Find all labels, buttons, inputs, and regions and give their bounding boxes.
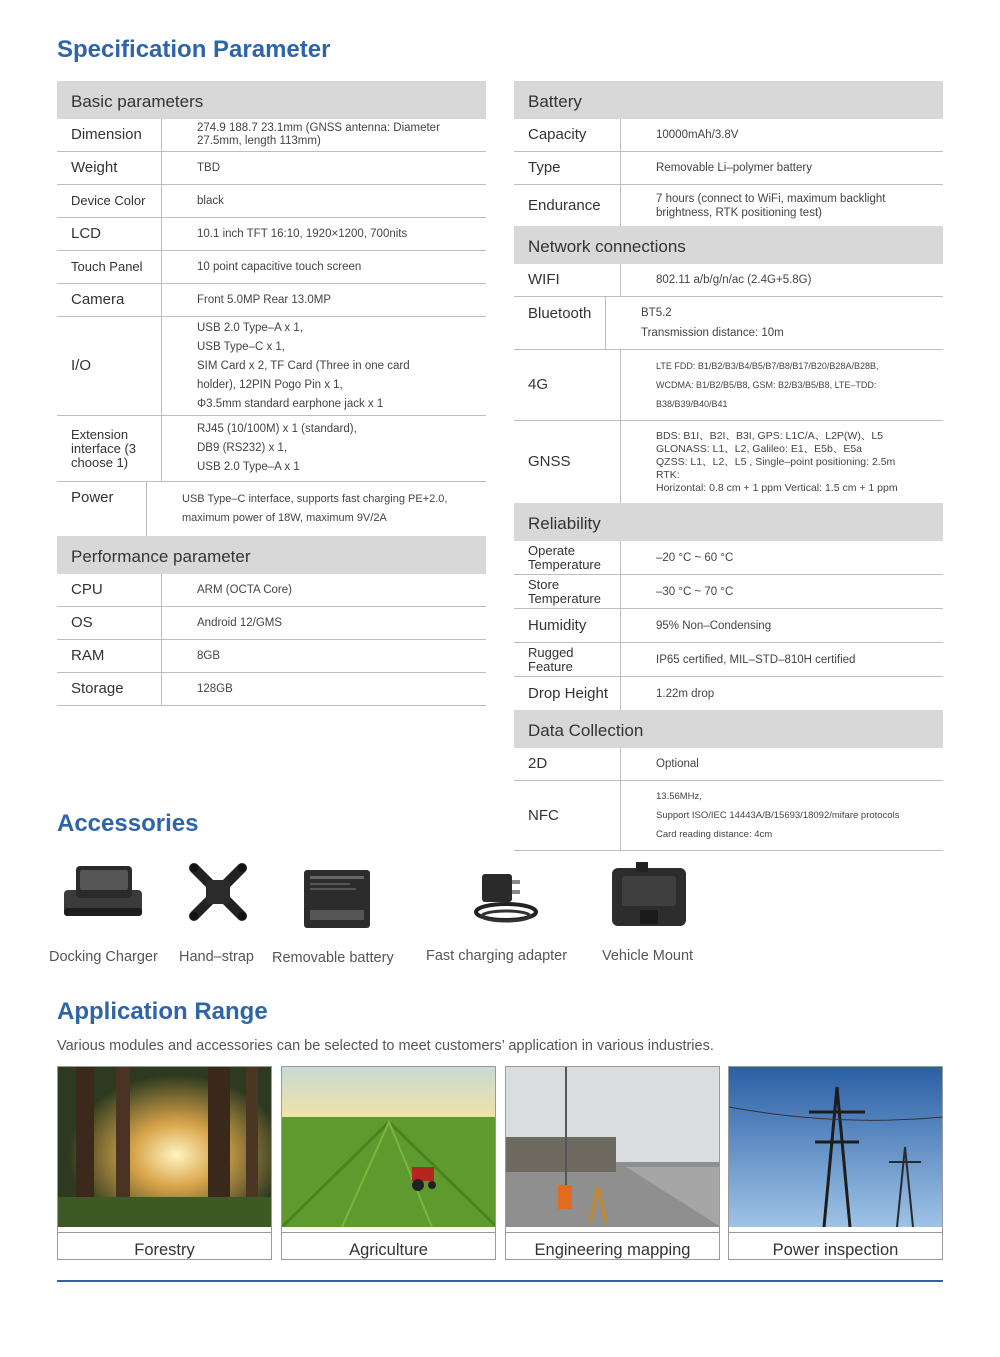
spec-value: LTE FDD: B1/B2/B3/B4/B5/B7/B8/B17/B20/B28A/B28B, WCDMA: B1/B2/B5/B8, GSM: B2/B3/B5/B8, LTE–TDD: B38/B39/B40/B41: [656, 360, 879, 409]
spec-key: LCD: [57, 218, 162, 250]
spec-value: BDS: B1I、B2I、B3I, GPS: L1C/A、L2P(W)、L5 GLONASS: L1、L2, Galileo: E1、E5b、E5a QZSS: L1、L2、L5 , Single–point positioning: 2.5m RTK: Horizontal: 0.8 cm + 1 ppm Vertical: 1.5 cm + 1 ppm: [656, 429, 898, 494]
spec-row-store-temp: [514, 575, 943, 609]
network-header: Network connections: [514, 226, 943, 264]
spec-row-dimension: [57, 119, 486, 152]
spec-key: Humidity: [514, 609, 621, 642]
application-title: Application Range: [57, 998, 268, 1025]
spec-key: Drop Height: [514, 677, 621, 710]
spec-value: Front 5.0MP Rear 13.0MP: [197, 294, 332, 306]
spec-row-extension: [57, 416, 486, 482]
spec-value: 802.11 a/b/g/n/ac (2.4G+5.8G): [656, 274, 812, 286]
spec-value: 10000mAh/3.8V: [656, 129, 739, 141]
spec-key: Type: [514, 152, 621, 184]
spec-value: 274.9 188.7 23.1mm (GNSS antenna: Diameter 27.5mm, length 113mm): [197, 122, 440, 147]
spec-value: IP65 certified, MIL–STD–810H certified: [656, 653, 856, 666]
performance-header: Performance parameter: [57, 536, 486, 574]
spec-value: Removable Li–polymer battery: [656, 162, 812, 174]
spec-value: USB Type–C interface, supports fast charging PE+2.0, maximum power of 18W, maximum 9V/2A: [182, 493, 448, 524]
spec-key: Bluetooth: [514, 297, 606, 349]
spec-value: Android 12/GMS: [197, 617, 283, 629]
spec-value: USB 2.0 Type–A x 1, USB Type–C x 1, SIM Card x 2, TF Card (Three in one card holder), 12PIN Pogo Pin x 1, Φ3.5mm standard earphone jack x 1: [197, 321, 410, 410]
spec-value: black: [197, 195, 224, 207]
left-spec-column: [57, 81, 486, 706]
engineering-mapping-image: [506, 1067, 719, 1227]
spec-row-ram: [57, 640, 486, 673]
vehicle-mount-image: [608, 862, 690, 930]
spec-value: 95% Non–Condensing: [656, 619, 772, 632]
spec-value: –30 °C ~ 70 °C: [656, 585, 734, 598]
application-label: Agriculture: [282, 1232, 495, 1260]
application-agriculture: [281, 1066, 496, 1260]
application-description: Various modules and accessories can be selected to meet customers’ application in various industries.: [57, 1038, 714, 1054]
spec-row-wifi: [514, 264, 943, 297]
spec-row-nfc: [514, 781, 943, 851]
spec-key: 4G: [514, 350, 621, 420]
spec-key: GNSS: [514, 421, 621, 503]
spec-key: Camera: [57, 284, 162, 316]
spec-row-type: [514, 152, 943, 185]
spec-row-drop-height: [514, 677, 943, 710]
spec-key: RAM: [57, 640, 162, 672]
spec-value: 7 hours (connect to WiFi, maximum backlight brightness, RTK positioning test): [656, 192, 886, 219]
spec-row-power: [57, 482, 486, 536]
spec-key: WIFI: [514, 264, 621, 296]
spec-key: Rugged Feature: [514, 643, 621, 676]
application-forestry: [57, 1066, 272, 1260]
spec-row-operate-temp: [514, 541, 943, 575]
battery-header: Battery: [514, 81, 943, 119]
spec-row-weight: [57, 152, 486, 185]
spec-row-humidity: [514, 609, 943, 643]
spec-value: Optional: [656, 758, 699, 770]
spec-row-touch-panel: [57, 251, 486, 284]
hand-strap-image: [186, 860, 250, 924]
spec-row-device-color: [57, 185, 486, 218]
application-power-inspection: [728, 1066, 943, 1260]
spec-row-lcd: [57, 218, 486, 251]
spec-key: Touch Panel: [57, 251, 162, 283]
spec-value: RJ45 (10/100M) x 1 (standard), DB9 (RS232) x 1, USB 2.0 Type–A x 1: [197, 423, 357, 473]
forestry-image: [58, 1067, 271, 1227]
spec-value: 10 point capacitive touch screen: [197, 261, 362, 273]
agriculture-image: [282, 1067, 495, 1227]
spec-row-gnss: [514, 421, 943, 503]
spec-title: Specification Parameter: [57, 36, 331, 63]
spec-value: ARM (OCTA Core): [197, 584, 292, 596]
spec-row-camera: [57, 284, 486, 317]
spec-key: Storage: [57, 673, 162, 705]
spec-value: BT5.2 Transmission distance: 10m: [641, 307, 784, 339]
spec-row-endurance: [514, 185, 943, 226]
application-label: Power inspection: [729, 1232, 942, 1260]
spec-value: 10.1 inch TFT 16:10, 1920×1200, 700nits: [197, 228, 408, 240]
spec-value: 1.22m drop: [656, 687, 715, 700]
spec-row-4g: [514, 350, 943, 421]
accessory-label: Removable battery: [272, 950, 394, 966]
spec-key: Dimension: [57, 119, 162, 151]
accessory-label: Fast charging adapter: [426, 948, 568, 964]
spec-key: Endurance: [514, 185, 621, 226]
spec-row-io: [57, 317, 486, 416]
accessories-title: Accessories: [57, 810, 199, 837]
spec-row-rugged: [514, 643, 943, 677]
right-spec-column: [514, 81, 943, 851]
reliability-header: Reliability: [514, 503, 943, 541]
spec-key: Store Temperature: [514, 575, 621, 608]
spec-key: OS: [57, 607, 162, 639]
spec-key: Weight: [57, 152, 162, 184]
spec-value: –20 °C ~ 60 °C: [656, 551, 734, 564]
spec-row-capacity: [514, 119, 943, 152]
accessory-label: Docking Charger: [49, 949, 158, 965]
spec-key: Operate Temperature: [514, 541, 621, 574]
accessory-label: Hand–strap: [179, 949, 254, 965]
application-label: Engineering mapping: [506, 1232, 719, 1260]
spec-key: Extension interface (3 choose 1): [57, 416, 162, 481]
spec-key: I/O: [57, 317, 162, 415]
spec-value: TBD: [197, 162, 220, 174]
spec-value: 8GB: [197, 650, 221, 662]
spec-key: Device Color: [57, 185, 162, 217]
spec-row-os: [57, 607, 486, 640]
spec-key: CPU: [57, 574, 162, 606]
spec-row-bluetooth: [514, 297, 943, 350]
application-label: Forestry: [58, 1232, 271, 1260]
accessory-label: Vehicle Mount: [602, 948, 694, 964]
docking-charger-image: [62, 864, 144, 920]
spec-row-2d: [514, 748, 943, 781]
spec-row-cpu: [57, 574, 486, 607]
spec-value: 13.56MHz, Support ISO/IEC 14443A/B/15693/18092/mifare protocols Card reading distance: 4cm: [656, 791, 900, 840]
adapter-image: [468, 866, 548, 928]
battery-image: [302, 868, 372, 930]
spec-value: 128GB: [197, 683, 233, 695]
data-collection-header: Data Collection: [514, 710, 943, 748]
spec-key: Capacity: [514, 119, 621, 151]
power-inspection-image: [729, 1067, 942, 1227]
spec-row-storage: [57, 673, 486, 706]
spec-key: 2D: [514, 748, 621, 780]
spec-key: NFC: [514, 781, 621, 850]
application-engineering-mapping: [505, 1066, 720, 1260]
spec-key: Power: [57, 482, 147, 536]
basic-header: Basic parameters: [57, 81, 486, 119]
footer-divider: [57, 1280, 943, 1282]
